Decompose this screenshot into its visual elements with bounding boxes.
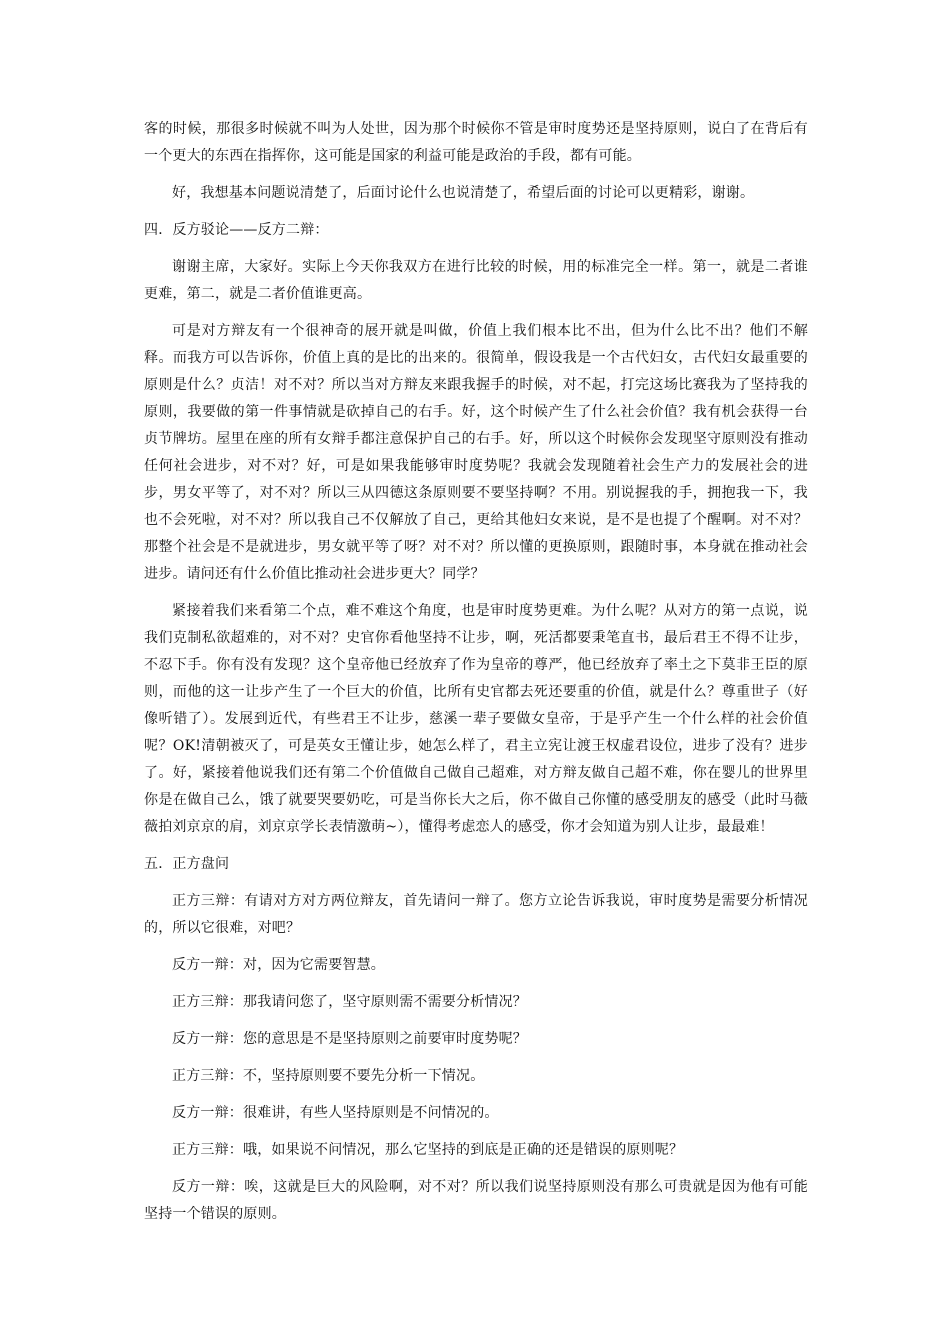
dialogue-line: 正方三辩：不，坚持原则要不要先分析一下情况。 (172, 1068, 485, 1084)
dialogue-line: 反方一辩：唉，这就是巨大的风险啊，对不对？所以我们说坚持原则没有那么可贵就是因为他有可能坚持一个错误的原则。 (144, 1179, 808, 1222)
dialogue-line: 正方三辩：哦，如果说不问情况，那么它坚持的到底是正确的还是错误的原则呢？ (172, 1142, 684, 1158)
dialogue-line: 反方一辩：您的意思是不是坚持原则之前要审时度势呢？ (172, 1031, 527, 1047)
dialogue-line: 正方三辩：有请对方对方两位辩友，首先请问一辩了。您方立论告诉我说，审时度势是需要分析情况的，所以它很难，对吧？ (144, 893, 808, 936)
paragraph: 客的时候，那很多时候就不叫为人处世，因为那个时候你不管是审时度势还是坚持原则，说白了在背后有一个更大的东西在指挥你，这可能是国家的利益可能是政治的手段，都有可能。 (144, 121, 808, 164)
section-heading: 四．反方驳论——反方二辩： (144, 222, 329, 238)
document-body (144, 116, 808, 1238)
dialogue-line: 正方三辩：那我请问您了，坚守原则需不需要分析情况？ (172, 994, 527, 1010)
dialogue-line: 反方一辩：很难讲，有些人坚持原则是不问情况的。 (172, 1105, 499, 1121)
dialogue-line: 反方一辩：对，因为它需要智慧。 (172, 957, 385, 973)
paragraph: 好，我想基本问题说清楚了，后面讨论什么也说清楚了，希望后面的讨论可以更精彩，谢谢。 (172, 185, 755, 201)
paragraph: 可是对方辩友有一个很神奇的展开就是叫做，价值上我们根本比不出，但为什么比不出？他们不解释。而我方可以告诉你，价值上真的是比的出来的。很简单，假设我是一个古代妇女，古代妇女最重要的原则是什么？贞洁！对不对？所以当对方辩友来跟我握手的时候，对不起，打完这场比赛我为了坚持我的原则，我要做的第一件事情就是砍掉自己的右手。好，这个时候产生了什么社会价值？我有机会获得一台贞节牌坊。屋里在座的所有女辩手都注意保护自己的右手。好，所以这个时候你会发现坚守原则没有推动任何社会进步，对不对？好，可是如果我能够审时度势呢？我就会发现随着社会生产力的发展社会的进步，男女平等了，对不对？所以三从四德这条原则要不要坚持啊？不用。别说握我的手，拥抱我一下，我也不会死啦，对不对？所以我自己不仅解放了自己，更给其他妇女来说，是不是也提了个醒啊。对不对？那整个社会是不是就进步，男女就平等了呀？对不对？所以懂的更换原则，跟随时事，本身就在推动社会进步。请问还有什么价值比推动社会进步更大？同学？ (144, 323, 808, 582)
paragraph: 紧接着我们来看第二个点，难不难这个角度，也是审时度势更难。为什么呢？从对方的第一点说，说我们克制私欲超难的，对不对？史官你看他坚持不让步，啊，死活都要秉笔直书，最后君王不得不让步，不忍下手。你有没有发现？这个皇帝他已经放弃了作为皇帝的尊严，他已经放弃了率土之下莫非王臣的原则，而他的这一让步产生了一个巨大的价值，比所有史官都去死还要重的价值，就是什么？尊重世子（好像听错了）。发展到近代，有些君王不让步，慈溪一辈子要做女皇帝，于是乎产生一个什么样的社会价值呢？OK!清朝被灭了，可是英女王懂让步，她怎么样了，君主立宪让渡王权虚君设位，进步了没有？进步了。好，紧接着他说我们还有第二个价值做自己做自己超难，对方辩友做自己超不难，你在婴儿的世界里你是在做自己么，饿了就要哭要奶吃，可是当你长大之后，你不做自己你懂的感受朋友的感受（此时马薇薇拍刘京京的肩，刘京京学长表情激萌~），懂得考虑恋人的感受，你才会知道为别人让步，最最难！ (144, 603, 808, 835)
paragraph: 谢谢主席，大家好。实际上今天你我双方在进行比较的时候，用的标准完全一样。第一，就是二者谁更难，第二，就是二者价值谁更高。 (144, 259, 808, 302)
section-heading: 五．正方盘问 (144, 856, 230, 872)
